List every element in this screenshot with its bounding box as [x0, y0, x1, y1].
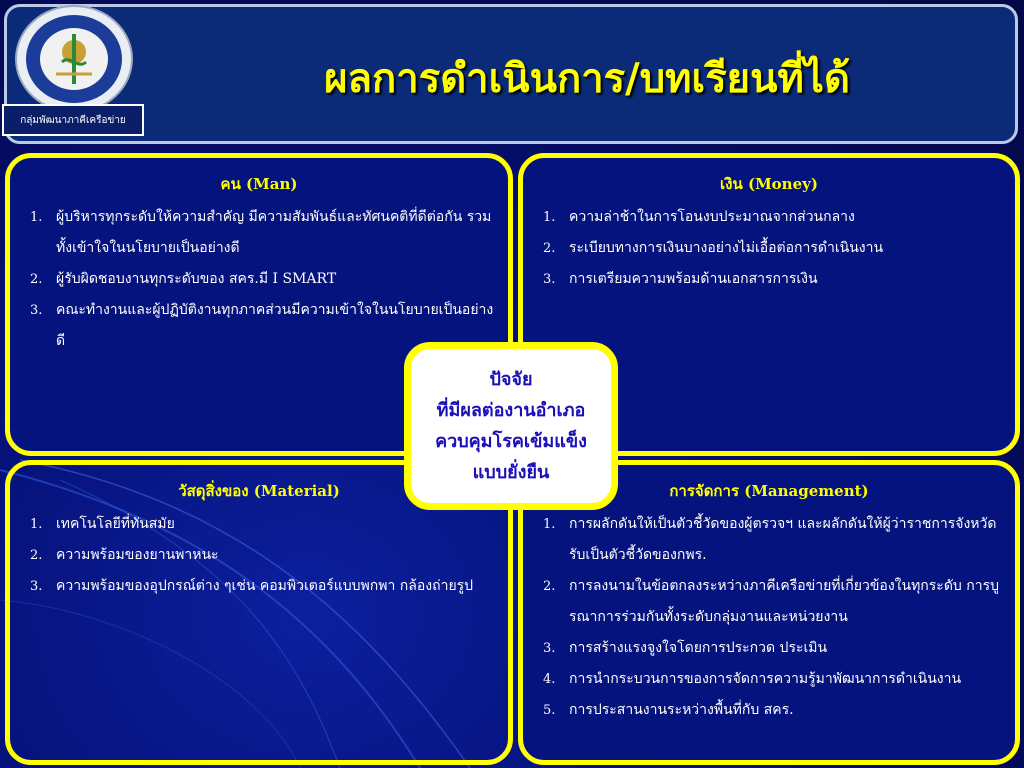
item-number: 5. [543, 703, 556, 718]
item-number: 4. [543, 672, 556, 687]
header-banner [4, 4, 1018, 144]
center-line: ปัจจัย [489, 369, 533, 390]
quadrant-title: การจัดการ (Management) [669, 482, 869, 500]
list-item [523, 571, 1015, 633]
item-number: 2. [543, 241, 556, 256]
item-text: ระเบียบทางการเงินบางอย่างไม่เอื้อต่อการดำเนินงาน [569, 240, 884, 256]
item-text: เทคโนโลยีที่ทันสมัย [56, 516, 175, 532]
quadrant-title: คน (Man) [220, 175, 298, 193]
item-number: 2. [30, 548, 43, 563]
center-line: ที่มีผลต่องานอำเภอ [436, 400, 586, 421]
item-list [523, 509, 1015, 726]
item-list [523, 202, 1015, 295]
center-line: แบบยั่งยืน [472, 462, 550, 483]
center-line: ควบคุมโรคเข้มแข็ง [435, 431, 587, 452]
list-item [10, 540, 508, 571]
list-item [523, 264, 1015, 295]
item-number: 1. [30, 210, 43, 225]
list-item [523, 664, 1015, 695]
item-list [10, 202, 508, 357]
list-item [523, 509, 1015, 571]
item-list [10, 509, 508, 602]
item-number: 2. [543, 579, 556, 594]
list-item [523, 633, 1015, 664]
item-text: ผู้บริหารทุกระดับให้ความสำคัญ มีความสัมพันธ์และทัศนคติที่ดีต่อกัน รวมทั้งเข้าใจในนโยบายเป็นอย่างดี [56, 209, 492, 256]
item-text: การสร้างแรงจูงใจโดยการประกวด ประเมิน [569, 640, 828, 656]
item-number: 3. [30, 303, 43, 318]
item-text: การผลักดันให้เป็นตัวชี้วัดของผู้ตรวจฯ และผลักดันให้ผู้ว่าราชการจังหวัดรับเป็นตัวชี้วัดของกพร. [569, 516, 997, 563]
item-text: การประสานงานระหว่างพื้นที่กับ สคร. [569, 702, 794, 718]
item-number: 1. [543, 517, 556, 532]
item-text: การนำกระบวนการของการจัดการความรู้มาพัฒนาการดำเนินงาน [569, 671, 962, 687]
list-item [10, 509, 508, 540]
item-number: 2. [30, 272, 43, 287]
list-item [523, 202, 1015, 233]
list-item [10, 571, 508, 602]
quadrant-title: เงิน (Money) [720, 175, 818, 193]
page-title: ผลการดำเนินการ/บทเรียนที่ได้ [324, 55, 850, 102]
center-factor-box [404, 342, 618, 510]
item-text: ความพร้อมของยานพาหนะ [56, 547, 219, 563]
list-item [523, 695, 1015, 726]
item-text: การเตรียมความพร้อมด้านเอกสารการเงิน [569, 271, 818, 287]
item-number: 3. [543, 272, 556, 287]
item-number: 3. [30, 579, 43, 594]
quadrant-title: วัสดุสิ่งของ (Material) [178, 482, 340, 500]
item-text: ผู้รับผิดชอบงานทุกระดับของ สคร.มี I SMART [56, 271, 337, 287]
item-text: คณะทำงานและผู้ปฏิบัติงานทุกภาคส่วนมีความเข้าใจในนโยบายเป็นอย่างดี [56, 302, 494, 349]
list-item [523, 233, 1015, 264]
list-item [10, 264, 508, 295]
logo-tag: กลุ่มพัฒนาภาคีเครือข่าย [2, 104, 144, 136]
item-text: การลงนามในข้อตกลงระหว่างภาคีเครือข่ายที่เกี่ยวข้องในทุกระดับ การบูรณาการร่วมกันทั้งระดับกลุ่มงานและหน่วยงาน [569, 578, 999, 625]
item-text: ความพร้อมของอุปกรณ์ต่าง ๆเช่น คอมพิวเตอร์แบบพกพา กล้องถ่ายรูป [56, 578, 474, 594]
item-number: 1. [30, 517, 43, 532]
item-number: 1. [543, 210, 556, 225]
department-seal-icon [12, 4, 136, 114]
item-number: 3. [543, 641, 556, 656]
list-item [10, 202, 508, 264]
item-text: ความล่าช้าในการโอนงบประมาณจากส่วนกลาง [569, 209, 855, 225]
